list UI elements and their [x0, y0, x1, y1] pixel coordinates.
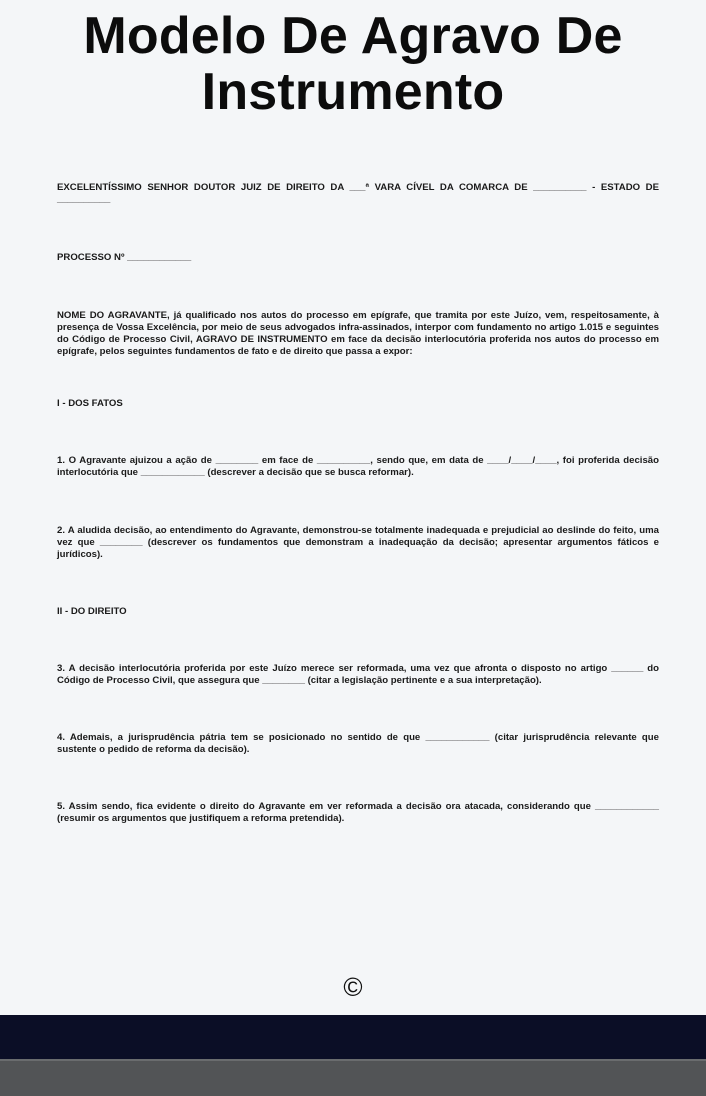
bottom-navigation-bar [0, 1015, 706, 1059]
section-heading-facts: I - DOS FATOS [57, 398, 123, 409]
process-number: PROCESSO Nº ____________ [57, 252, 192, 263]
document-body [57, 182, 659, 825]
paragraph-item-4: 4. Ademais, a jurisprudência pátria tem se posicionado no sentido de que ____________ (citar jurisprudência relevante que sustente o pedido de reforma da decisão). [57, 732, 659, 755]
section-heading-law: II - DO DIREITO [57, 606, 127, 617]
system-bottom-bar [0, 1059, 706, 1096]
title-line-1: Modelo De Agravo De [83, 7, 623, 65]
paragraph-item-2: 2. A aludida decisão, ao entendimento do Agravante, demonstrou-se totalmente inadequada e prejudicial ao deslinde do feito, uma vez que ________ (descrever os fundamentos que demonstram a inadequação da decisão; apresentar argumentos fáticos e jurídicos). [57, 525, 659, 560]
paragraph-item-1: 1. O Agravante ajuizou a ação de ________ em face de __________, sendo que, em data de ____/____/____, foi proferida decisão interlocutória que ____________ (descrever a decisão que se busca reformar). [57, 455, 659, 478]
document-title [0, 8, 706, 120]
copyright-icon: © [343, 972, 363, 1002]
court-header: EXCELENTÍSSIMO SENHOR DOUTOR JUIZ DE DIREITO DA ___ª VARA CÍVEL DA COMARCA DE __________ - ESTADO DE __________ [57, 182, 659, 205]
paragraph-item-5: 5. Assim sendo, fica evidente o direito do Agravante em ver reformada a decisão ora atacada, considerando que ____________ (resumir os argumentos que justifiquem a reforma pretendida). [57, 801, 659, 824]
title-line-2: Instrumento [201, 63, 505, 121]
intro-paragraph: NOME DO AGRAVANTE, já qualificado nos autos do processo em epígrafe, que tramita por este Juízo, vem, respeitosamente, à presença de Vossa Excelência, por meio de seus advogados infra-assinados, interpor com fundamento no artigo 1.015 e seguintes do Código de Processo Civil, AGRAVO DE INSTRUMENTO em face da decisão interlocutória proferida nos autos do processo em epígrafe, pelos seguintes fundamentos de fato e de direito que passa a expor: [57, 310, 659, 357]
paragraph-item-3: 3. A decisão interlocutória proferida por este Juízo merece ser reformada, uma vez que afronta o disposto no artigo ______ do Código de Processo Civil, que assegura que ________ (citar a legislação pertinente e a sua interpretação). [57, 663, 659, 686]
